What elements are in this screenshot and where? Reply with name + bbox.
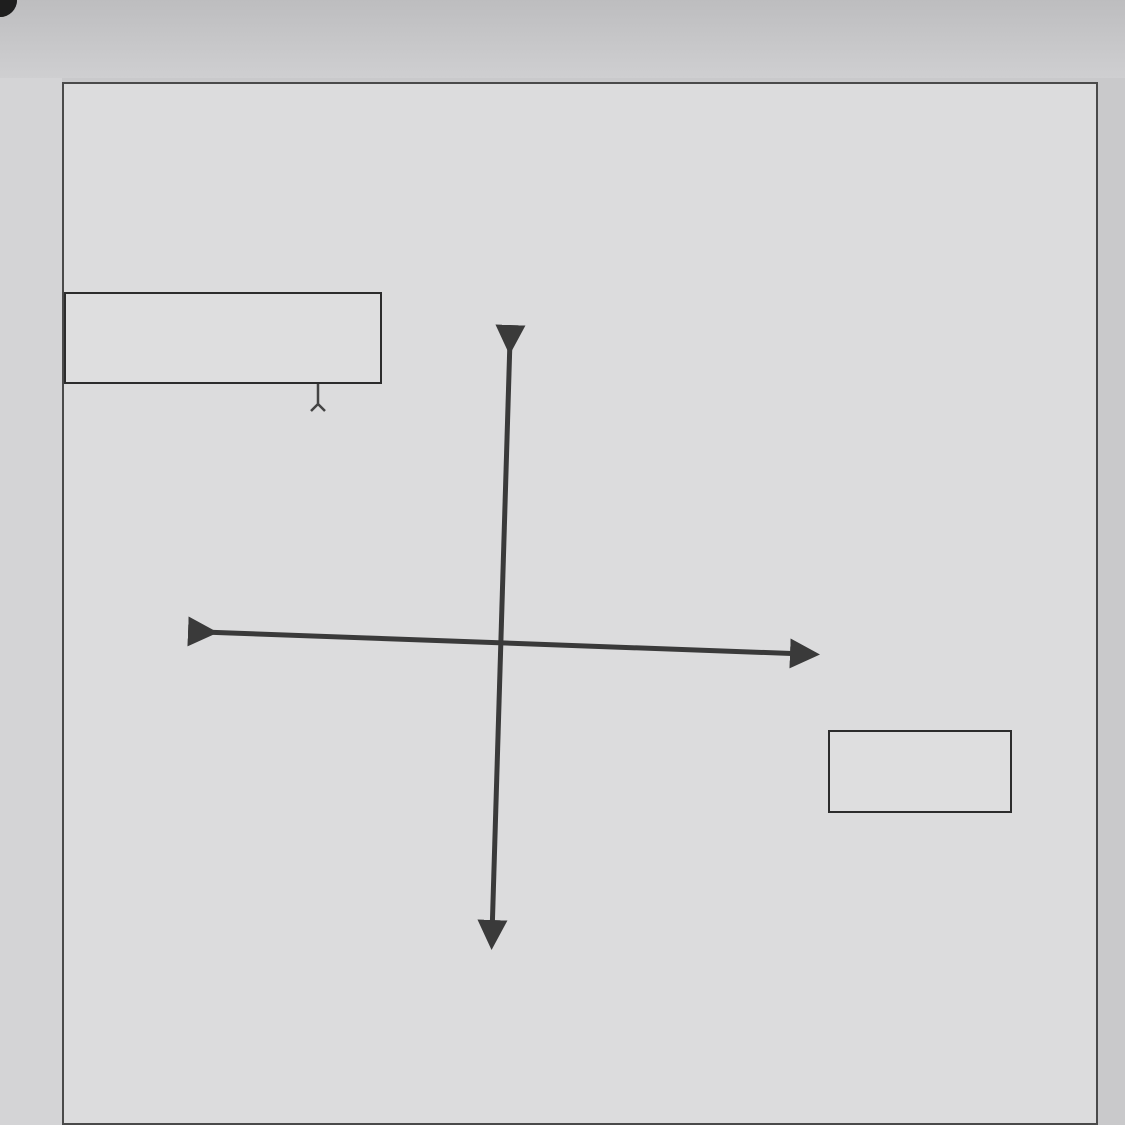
school-label xyxy=(828,730,1012,813)
x-axis xyxy=(203,632,805,654)
y-axis xyxy=(492,340,510,935)
louies-house-label xyxy=(64,292,382,384)
school-point xyxy=(0,0,17,17)
